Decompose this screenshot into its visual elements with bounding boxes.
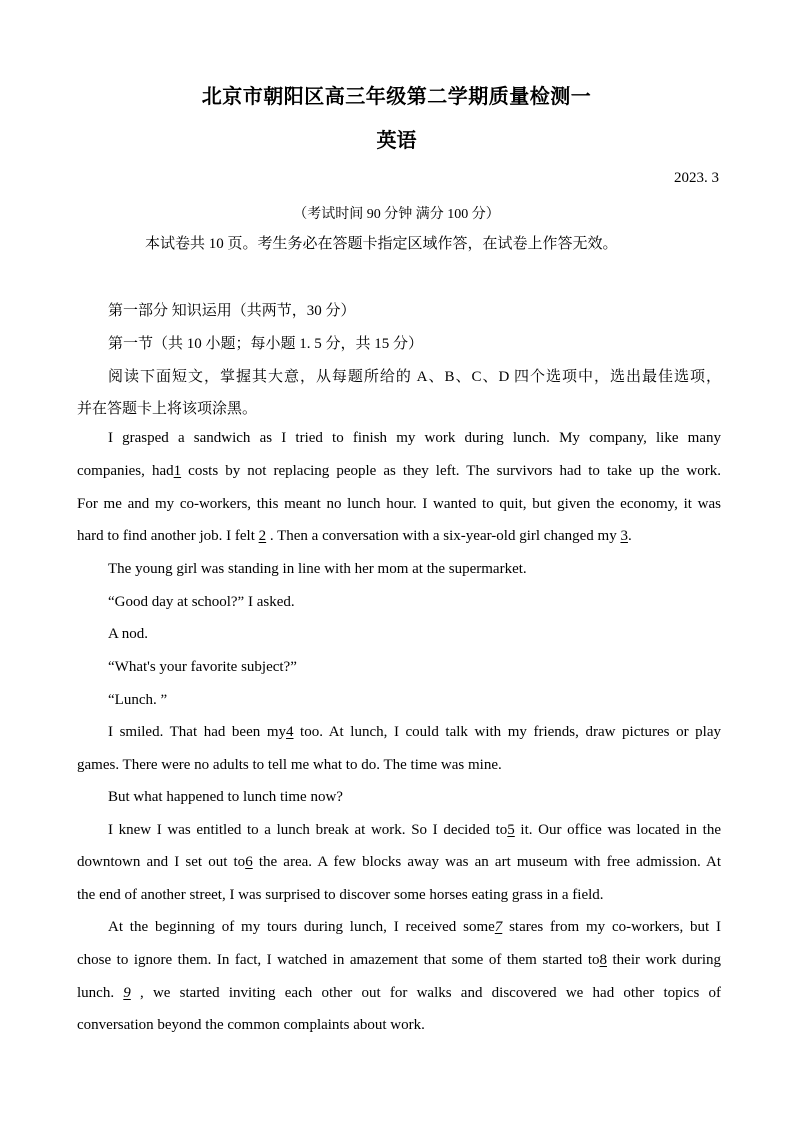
passage-line bbox=[77, 985, 721, 1002]
passage-line: the end of another street, I was surprised to discover some horses eating grass in a field. bbox=[77, 887, 604, 903]
blank-2: 2 bbox=[258, 528, 267, 544]
instruction-line-2: 并在答题卡上将该项涂黑。 bbox=[77, 401, 258, 417]
passage-line bbox=[77, 952, 721, 969]
passage-text: I smiled. That had been my bbox=[108, 724, 286, 740]
subsection-heading: 第一节（共 10 小题；每小题 1. 5 分，共 15 分） bbox=[108, 336, 424, 352]
passage-line: conversation beyond the common complaints about work. bbox=[77, 1017, 425, 1033]
part-heading: 第一部分 知识运用（共两节，30 分） bbox=[108, 303, 356, 319]
blank-7: 7 bbox=[494, 919, 503, 935]
blank-8: 8 bbox=[599, 952, 607, 968]
blank-1: 1 bbox=[173, 463, 182, 479]
blank-3: 3 bbox=[620, 528, 628, 544]
passage-text: it. Our office was located in the bbox=[514, 822, 721, 838]
passage-line: “Lunch. ” bbox=[108, 692, 168, 708]
exam-notice: 本试卷共 10 页。考生务必在答题卡指定区域作答，在试卷上作答无效。 bbox=[145, 236, 618, 252]
exam-date: 2023. 3 bbox=[674, 170, 719, 186]
passage-text: stares from my co-workers, but I bbox=[502, 919, 721, 935]
exam-title: 北京市朝阳区高三年级第二学期质量检测一 bbox=[201, 84, 592, 108]
passage-text: the area. A few blocks away was an art museum with free admission. At bbox=[252, 854, 722, 870]
blank-6: 6 bbox=[245, 854, 253, 870]
blank-4: 4 bbox=[285, 724, 294, 740]
passage-text: their work during bbox=[606, 952, 721, 968]
passage-text: At the beginning of my tours during lunch, I received some bbox=[108, 919, 495, 935]
passage-text: lunch. bbox=[77, 985, 124, 1001]
passage-line: For me and my co-workers, this meant no lunch hour. I wanted to quit, but given the economy, it was bbox=[77, 496, 721, 512]
passage-line: The young girl was standing in line with her mom at the supermarket. bbox=[108, 561, 527, 577]
blank-9: 9 bbox=[123, 985, 131, 1001]
passage-line bbox=[108, 724, 721, 741]
passage-line: I grasped a sandwich as I tried to finish my work during lunch. My company, like many bbox=[108, 430, 721, 446]
passage-text: costs by not replacing people as they left. The survivors had to take up the work. bbox=[181, 463, 721, 479]
passage-line: A nod. bbox=[108, 626, 149, 642]
passage-line: “Good day at school?” I asked. bbox=[108, 594, 295, 610]
passage-line bbox=[108, 822, 721, 839]
passage-line: “What's your favorite subject?” bbox=[108, 659, 297, 675]
passage-line: But what happened to lunch time now? bbox=[108, 789, 343, 805]
passage-text: hard to find another job. I felt bbox=[77, 528, 259, 544]
passage-text: , we started inviting each other out for walks and discovered we had other topics of bbox=[130, 985, 722, 1001]
passage-line bbox=[77, 463, 721, 480]
instruction-line-1: 阅读下面短文，掌握其大意，从每题所给的 A、B、C、D 四个选项中，选出最佳选项， bbox=[108, 369, 721, 385]
passage-text: . Then a conversation with a six-year-old girl changed my bbox=[266, 528, 621, 544]
passage-line bbox=[77, 528, 632, 545]
passage-text: companies, had bbox=[77, 463, 174, 479]
passage-text: downtown and I set out to bbox=[77, 854, 246, 870]
passage-text: too. At lunch, I could talk with my friends, draw pictures or play bbox=[293, 724, 721, 740]
passage-line: games. There were no adults to tell me what to do. The time was mine. bbox=[77, 757, 502, 773]
passage-text: chose to ignore them. In fact, I watched in amazement that some of them started to bbox=[77, 952, 600, 968]
passage-text: I knew I was entitled to a lunch break at work. So I decided to bbox=[108, 822, 508, 838]
passage-line bbox=[77, 854, 721, 871]
exam-time-score: （考试时间 90 分钟 满分 100 分） bbox=[293, 207, 500, 222]
passage-line bbox=[108, 919, 721, 936]
blank-5: 5 bbox=[507, 822, 515, 838]
passage-text: . bbox=[627, 528, 632, 544]
exam-subject: 英语 bbox=[376, 128, 417, 152]
